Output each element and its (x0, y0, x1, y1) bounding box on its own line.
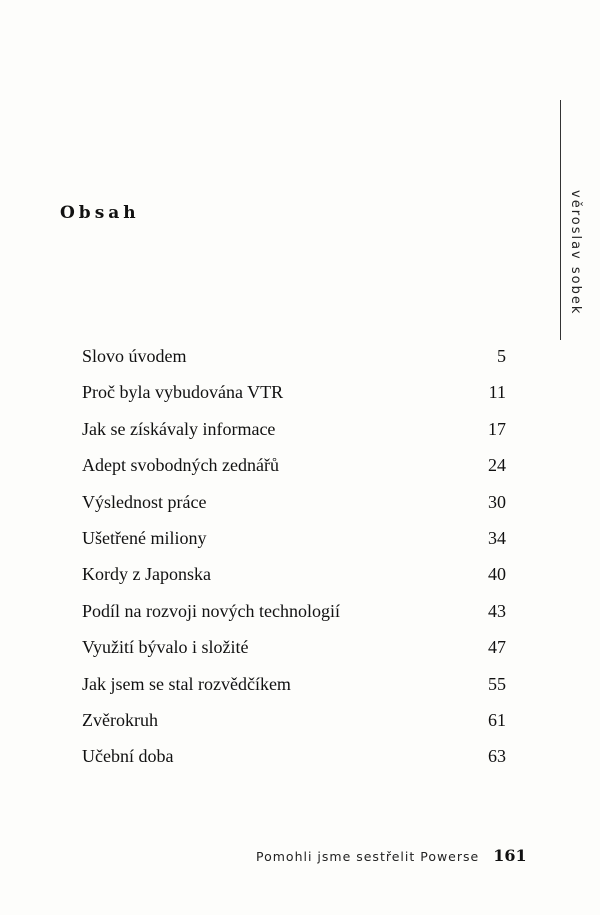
toc-entry-page: 63 (488, 746, 506, 767)
toc-entry-page: 11 (488, 382, 506, 403)
toc-entry (82, 710, 506, 746)
page-number: 161 (493, 846, 527, 865)
toc-entry-title: Kordy z Japonska (82, 564, 211, 585)
toc-entry (82, 346, 506, 382)
toc-entry-title: Podíl na rozvoji nových technologií (82, 600, 340, 621)
toc-entry-title: Jak se získávaly informace (82, 418, 276, 439)
toc-entry (82, 637, 506, 673)
author-name: věroslav sobek (568, 190, 583, 316)
toc-entry-title: Jak jsem se stal rozvědčíkem (82, 673, 291, 694)
toc-entry-page: 5 (497, 346, 506, 366)
toc-entry (82, 528, 506, 564)
table-of-contents (82, 346, 506, 783)
toc-entry-title: Proč byla vybudována VTR (82, 382, 284, 403)
toc-entry (82, 564, 506, 600)
toc-entry-page: 34 (488, 527, 506, 548)
toc-entry-page: 17 (488, 418, 506, 439)
running-footer-title: Pomohli jsme sestřelit Powerse (256, 849, 480, 864)
toc-entry-title: Adept svobodných zednářů (82, 455, 279, 476)
toc-entry (82, 419, 506, 455)
toc-entry (82, 492, 506, 528)
toc-entry (82, 382, 506, 418)
toc-entry-title: Učební doba (82, 746, 174, 767)
toc-entry-page: 30 (488, 491, 506, 512)
toc-entry-title: Využití bývalo i složité (82, 637, 249, 658)
toc-entry-title: Ušetřené miliony (82, 527, 207, 548)
toc-entry-page: 24 (488, 455, 506, 476)
toc-entry-title: Zvěrokruh (82, 709, 158, 730)
toc-entry (82, 746, 506, 782)
toc-entry-page: 55 (488, 673, 506, 694)
toc-entry-page: 43 (488, 600, 506, 621)
toc-entry (82, 601, 506, 637)
toc-entry (82, 455, 506, 491)
toc-entry-page: 61 (488, 709, 506, 730)
toc-entry-title: Výslednost práce (82, 491, 207, 512)
side-rule (560, 100, 561, 340)
contents-heading: Obsah (60, 203, 140, 223)
toc-entry (82, 674, 506, 710)
toc-entry-title: Slovo úvodem (82, 346, 187, 366)
toc-entry-page: 40 (488, 564, 506, 585)
toc-entry-page: 47 (488, 637, 506, 658)
page-footer (256, 846, 527, 865)
